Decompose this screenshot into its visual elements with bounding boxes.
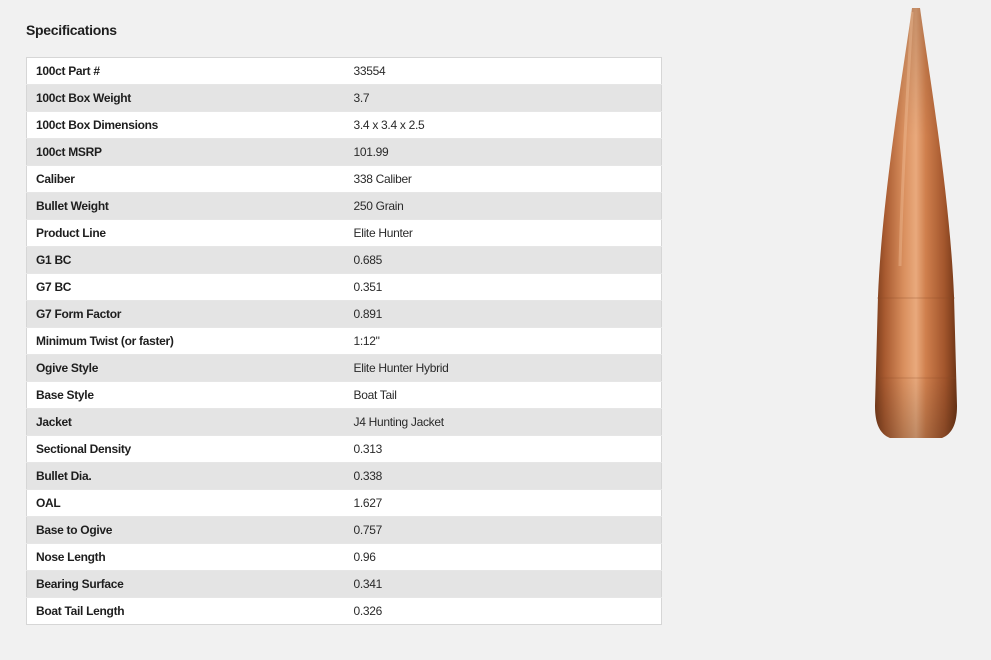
- spec-label: Boat Tail Length: [36, 604, 125, 618]
- spec-label: Ogive Style: [27, 355, 345, 382]
- spec-label: 100ct Box Dimensions: [27, 112, 345, 139]
- spec-label: Bullet Weight: [27, 193, 345, 220]
- spec-label: 100ct MSRP: [27, 139, 345, 166]
- spec-value: 0.685: [345, 247, 662, 274]
- spec-label: Jacket: [27, 409, 345, 436]
- spec-value: Boat Tail: [345, 382, 662, 409]
- spec-value: J4 Hunting Jacket: [345, 409, 662, 436]
- table-row: [27, 571, 662, 598]
- table-row: [27, 247, 662, 274]
- spec-label: Nose Length: [27, 544, 345, 571]
- spec-label: Minimum Twist (or faster): [27, 328, 345, 355]
- table-row: [27, 544, 662, 571]
- spec-value: 0.757: [345, 517, 662, 544]
- spec-value: Elite Hunter Hybrid: [345, 355, 662, 382]
- spec-value: 3.4 x 3.4 x 2.5: [345, 112, 662, 139]
- table-row: [27, 436, 662, 463]
- spec-label: G7 Form Factor: [27, 301, 345, 328]
- spec-value: 3.7: [345, 85, 662, 112]
- spec-value: 1:12": [345, 328, 662, 355]
- spec-label: 100ct Box Weight: [27, 85, 345, 112]
- table-row: [27, 463, 662, 490]
- table-row: [27, 490, 662, 517]
- table-row: [27, 139, 662, 166]
- spec-label: Bearing Surface: [27, 571, 345, 598]
- spec-value: 1.627: [345, 490, 662, 517]
- table-row: [27, 301, 662, 328]
- table-row: [27, 166, 662, 193]
- bullet-icon: [868, 6, 964, 444]
- table-row: [27, 58, 662, 85]
- table-row: [27, 517, 662, 544]
- section-title: Specifications: [26, 22, 117, 38]
- spec-label: Sectional Density: [27, 436, 345, 463]
- spec-label: G7 BC: [27, 274, 345, 301]
- spec-value: 0.351: [345, 274, 662, 301]
- table-row: [27, 409, 662, 436]
- specifications-table-body: [27, 58, 662, 625]
- spec-value: 0.341: [345, 571, 662, 598]
- spec-label: OAL: [27, 490, 345, 517]
- table-row: [27, 328, 662, 355]
- table-row: [27, 193, 662, 220]
- spec-label: Caliber: [27, 166, 345, 193]
- spec-value: 0.313: [345, 436, 662, 463]
- spec-value: 0.96: [345, 544, 662, 571]
- spec-label: 100ct Part #: [27, 58, 345, 85]
- spec-value: 0.891: [345, 301, 662, 328]
- table-row: [27, 598, 662, 625]
- spec-label: Bullet Dia.: [27, 463, 345, 490]
- table-row: [27, 355, 662, 382]
- spec-value: 250 Grain: [345, 193, 662, 220]
- spec-label: G1 BC: [27, 247, 345, 274]
- spec-value: 0.326: [353, 604, 383, 618]
- table-row: [27, 112, 662, 139]
- spec-label: Base to Ogive: [27, 517, 345, 544]
- spec-label: Base Style: [27, 382, 345, 409]
- table-row: [27, 220, 662, 247]
- spec-value: 338 Caliber: [345, 166, 662, 193]
- table-row: [27, 85, 662, 112]
- table-row: [27, 382, 662, 409]
- spec-label: Product Line: [27, 220, 345, 247]
- spec-value: 0.338: [345, 463, 662, 490]
- spec-value: Elite Hunter: [345, 220, 662, 247]
- table-row: [27, 274, 662, 301]
- specifications-table: [26, 57, 662, 625]
- spec-value: 101.99: [345, 139, 662, 166]
- spec-value: 33554: [345, 58, 662, 85]
